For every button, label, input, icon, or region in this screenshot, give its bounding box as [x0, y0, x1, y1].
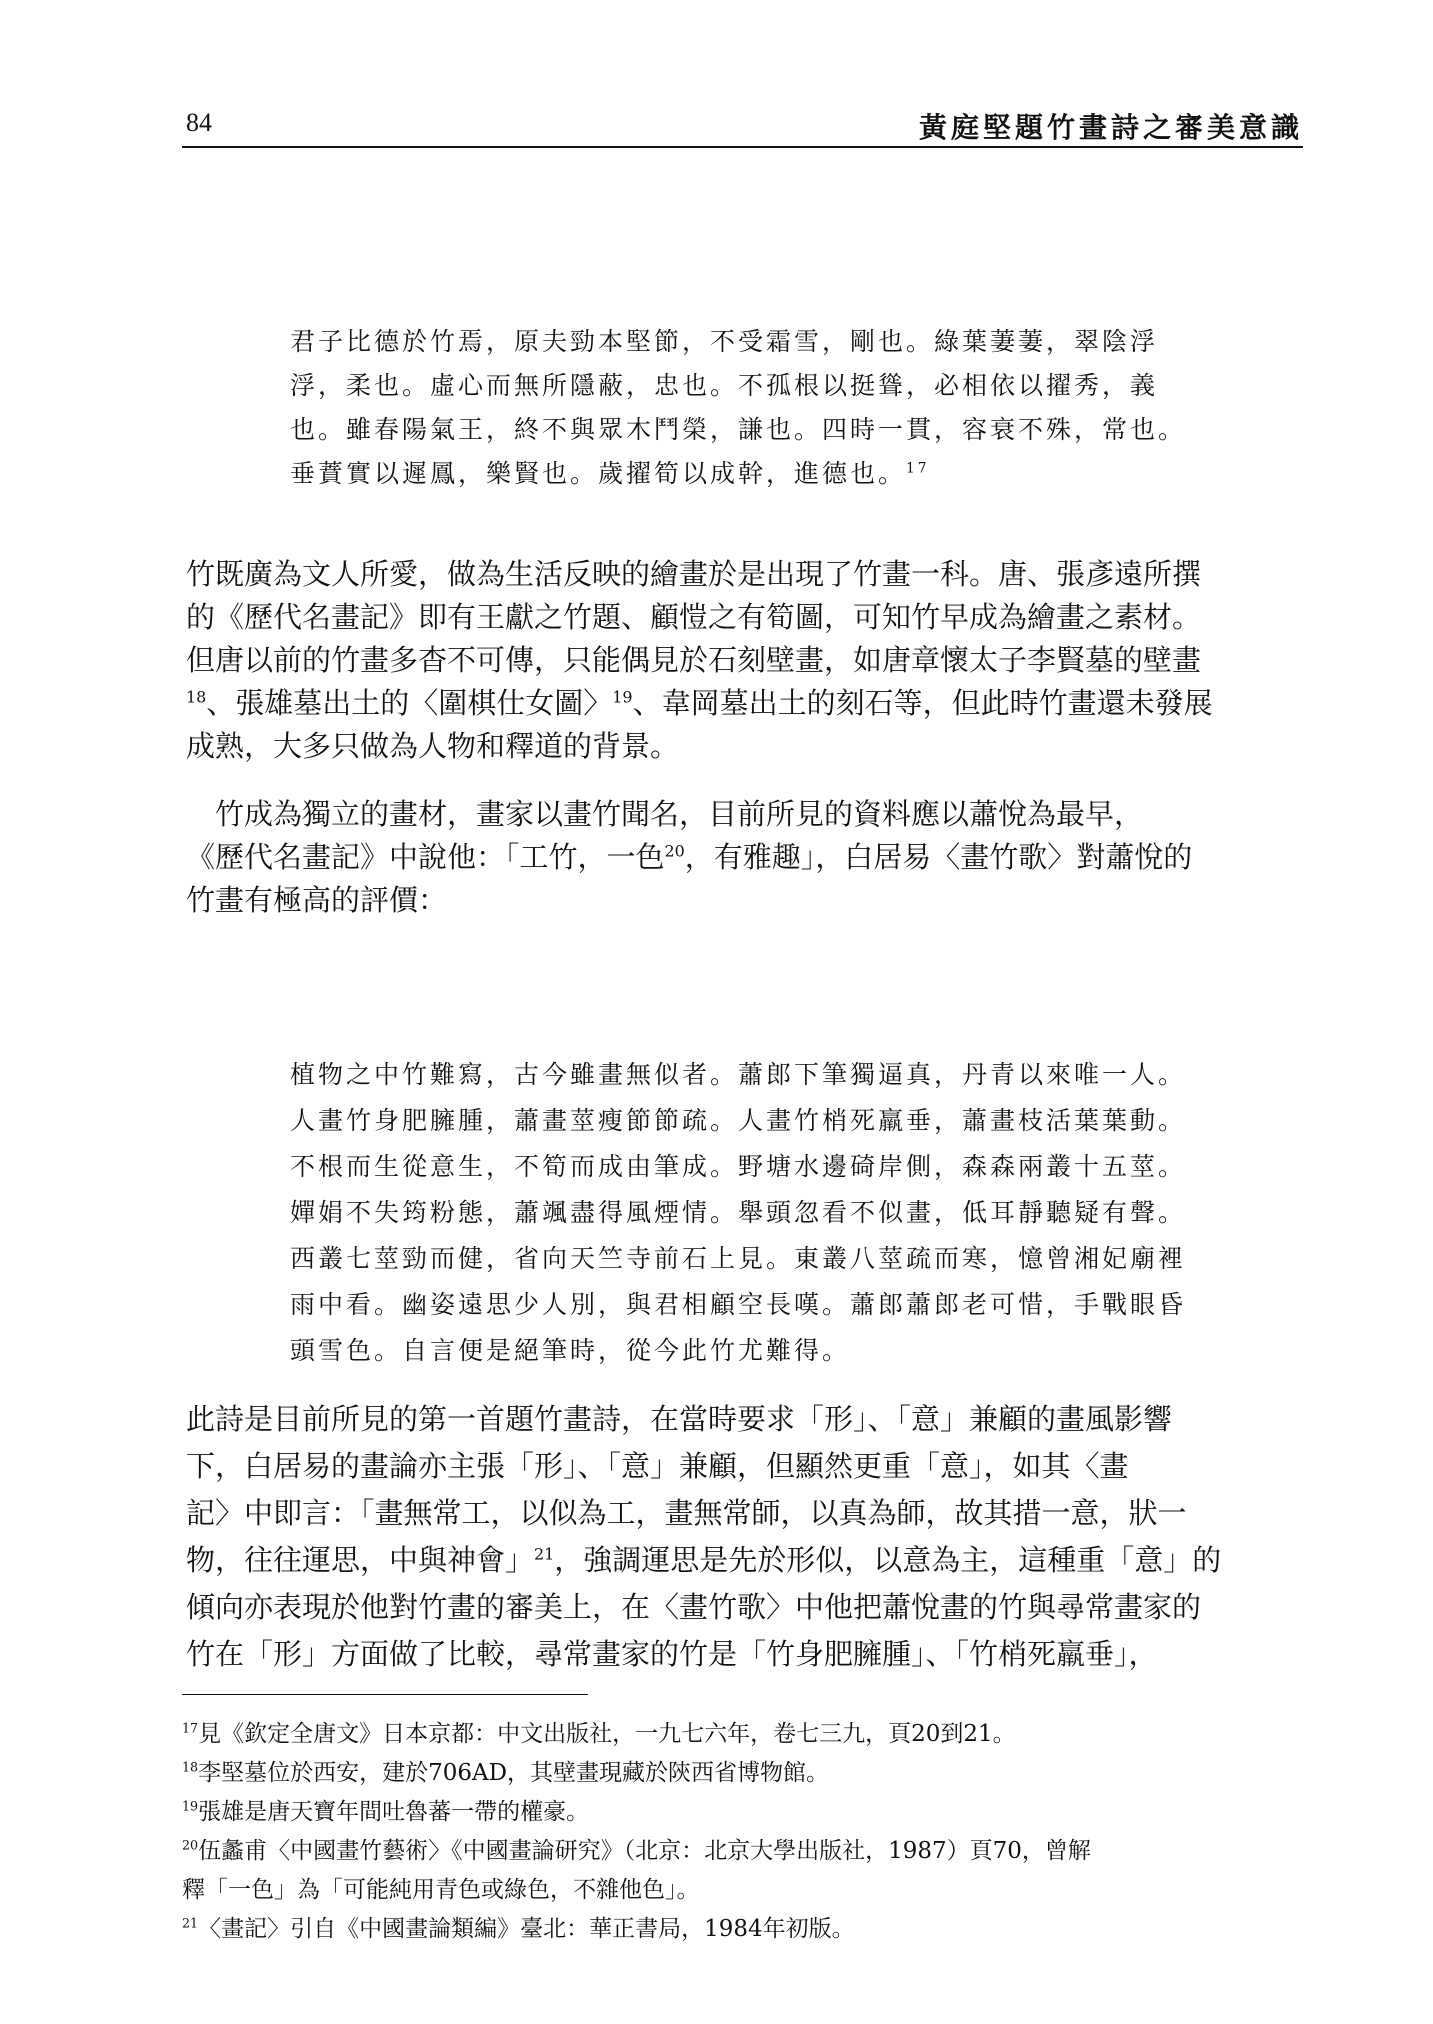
footnote-text: 見《欽定全唐文》日本京都：中文出版社，一九七六年，卷七三九，頁20到21。	[198, 1721, 1016, 1747]
text-line: 的《歷代名畫記》即有王獻之竹題、顧愷之有筍圖，可知竹早成為繪畫之素材。	[186, 600, 1202, 634]
footnote-number: 18	[182, 1759, 199, 1775]
page-number: 84	[186, 108, 212, 137]
poem-line: 人畫竹身肥臃腫，蕭畫莖瘦節節疏。人畫竹梢死羸垂，蕭畫枝活葉葉動。	[290, 1106, 1187, 1135]
footnote	[182, 1832, 1308, 1871]
footnote-rule	[182, 1694, 588, 1695]
footnotes	[182, 1715, 1308, 1949]
poem-line: 植物之中竹難寫，古今雖畫無似者。蕭郎下筆獨逼真，丹青以來唯一人。	[290, 1060, 1187, 1089]
text-line: 記〉中即言：「畫無常工，以似為工，畫無常師，以真為師，故其措一意，狀一	[186, 1496, 1187, 1530]
footnote-continuation	[182, 1871, 1308, 1910]
footnote-text: 〈畫記〉引自《中國畫論類編》臺北：華正書局，1984年初版。	[198, 1916, 855, 1942]
footnote-text: 李堅墓位於西安，建於706AD，其壁畫現藏於陝西省博物館。	[198, 1760, 830, 1786]
paragraph-xiao-yue	[186, 793, 1308, 922]
block-quote-bamboo-virtues	[290, 320, 1308, 496]
footnote	[182, 1754, 1308, 1793]
text-line	[186, 1537, 1308, 1584]
footnote-number: 17	[182, 1720, 199, 1736]
running-title: 黃庭堅題竹畫詩之審美意識	[918, 111, 1303, 144]
text-segment: ，有雅趣」，白居易〈畫竹歌〉對蕭悅的	[684, 840, 1193, 874]
text-segment: 、張雄墓出土的〈圍棋仕女圖〉	[206, 686, 613, 720]
header-rule	[182, 146, 1303, 148]
footnote-ref-19: 19	[612, 687, 633, 707]
text-line: 成熟，大多只做為人物和釋道的背景。	[186, 729, 680, 763]
quote-line: 浮，柔也。虛心而無所隱蔽，忠也。不孤根以挺聳，必相依以擢秀，義	[290, 371, 1159, 400]
block-quote-bamboo-poem	[290, 1052, 1308, 1374]
poem-line: 雨中看。幽姿遠思少人別，與君相顧空長嘆。蕭郎蕭郎老可惜，手戰眼昏	[290, 1290, 1187, 1319]
text-line: 但唐以前的竹畫多杳不可傳，只能偶見於石刻壁畫，如唐章懷太子李賢墓的壁畫	[186, 643, 1202, 677]
quote-line-text: 垂蕡實以遲鳳，樂賢也。歲擢筍以成幹，進德也。	[290, 459, 907, 488]
text-line: 下，白居易的畫論亦主張「形」、「意」兼顧，但顯然更重「意」，如其〈畫	[186, 1449, 1129, 1483]
footnote-ref-20: 20	[664, 841, 685, 861]
text-line: 竹畫有極高的評價：	[186, 883, 448, 917]
text-line: 此詩是目前所見的第一首題竹畫詩，在當時要求「形」、「意」兼顧的畫風影響	[186, 1402, 1173, 1436]
text-segment: 《歷代名畫記》中說他：「工竹，一色	[186, 840, 665, 874]
text-line: 竹既廣為文人所愛，做為生活反映的繪畫於是出現了竹畫一科。唐、張彥遠所撰	[186, 557, 1202, 591]
quote-line: 君子比德於竹焉，原夫勁本堅節，不受霜雪，剛也。綠葉萋萋，翠陰浮	[290, 327, 1159, 356]
poem-line: 頭雪色。自言便是絕筆時，從今此竹尤難得。	[290, 1336, 851, 1365]
footnote	[182, 1910, 1308, 1949]
footnote-text: 釋「一色」為「可能純用青色或綠色，不雜他色」。	[182, 1877, 700, 1903]
text-segment: 、韋岡墓出土的刻石等，但此時竹畫還未發展	[632, 686, 1213, 720]
footnote-ref-21: 21	[534, 1544, 555, 1564]
text-line: 傾向亦表現於他對竹畫的審美上，在〈畫竹歌〉中他把蕭悅畫的竹與尋常畫家的	[186, 1590, 1202, 1624]
footnote-ref-18: 18	[186, 687, 207, 707]
poem-line: 不根而生從意生，不筍而成由筆成。野塘水邊碕岸側，森森兩叢十五莖。	[290, 1152, 1187, 1181]
footnote-text: 伍蠡甫〈中國畫竹藝術〉《中國畫論研究》（北京：北京大學出版社，1987）頁70，曾解	[198, 1838, 1091, 1864]
text-segment: ，強調運思是先於形似，以意為主，這種重「意」的	[554, 1543, 1222, 1577]
text-segment: 物，往往運思，中與神會」	[186, 1543, 535, 1577]
quote-line	[290, 452, 1308, 496]
poem-line: 西叢七莖勁而健，省向天竺寺前石上見。東叢八莖疏而寒，憶曾湘妃廟裡	[290, 1244, 1187, 1273]
text-segment: 竹成為獨立的畫材，畫家以畫竹聞名，目前所見的資料應以蕭悅為最早，	[215, 797, 1144, 831]
footnote-number: 20	[182, 1837, 199, 1853]
paragraph-poem-analysis	[186, 1396, 1308, 1678]
text-line: 竹在「形」方面做了比較，尋常畫家的竹是「竹身肥臃腫」、「竹梢死羸垂」，	[186, 1637, 1158, 1671]
footnote	[182, 1793, 1308, 1832]
text-line	[186, 682, 1308, 725]
paragraph-bamboo-painting-history	[186, 553, 1308, 768]
text-line	[186, 836, 1308, 879]
footnote-number: 19	[182, 1798, 199, 1814]
poem-line: 嬋娟不失筠粉態，蕭颯盡得風煙情。舉頭忽看不似畫，低耳靜聽疑有聲。	[290, 1198, 1187, 1227]
footnote-ref-17: 17	[906, 460, 930, 477]
footnote-text: 張雄是唐天寶年間吐魯蕃一帶的權豪。	[198, 1799, 590, 1825]
footnote-number: 21	[182, 1915, 199, 1931]
quote-line: 也。雖春陽氣王，終不與眾木鬥榮，謙也。四時一貫，容衰不殊，常也。	[290, 415, 1187, 444]
footnote	[182, 1715, 1308, 1754]
text-line	[186, 793, 1308, 836]
